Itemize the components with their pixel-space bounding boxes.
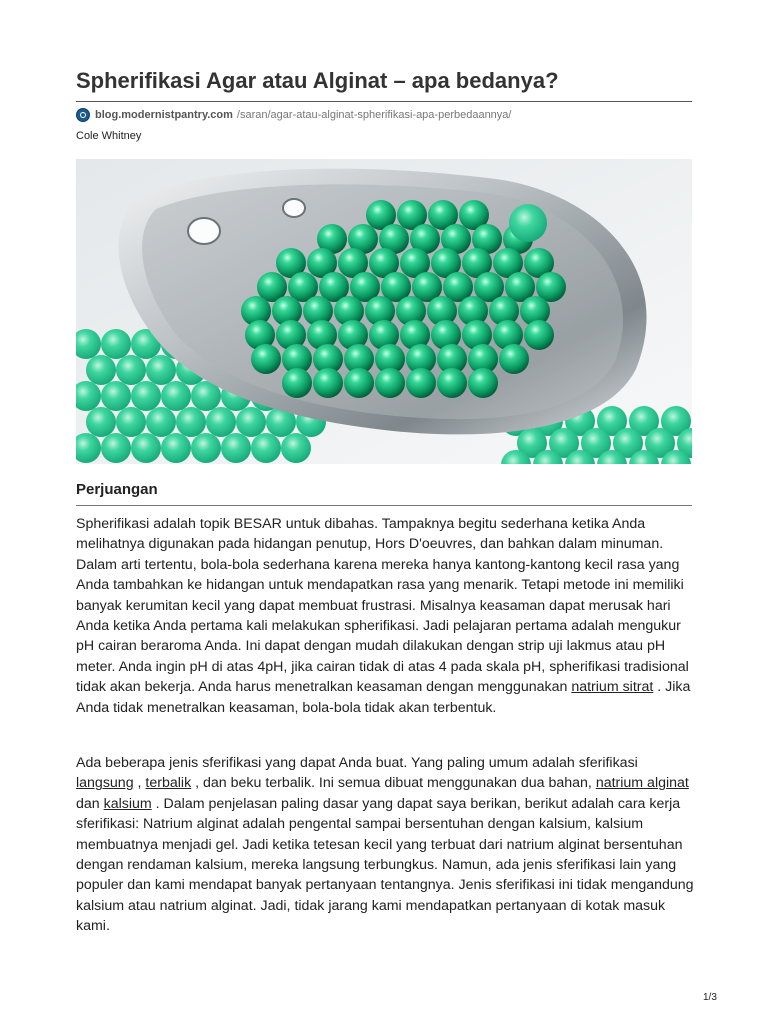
hero-image (76, 159, 692, 464)
green-sphere (116, 407, 146, 437)
green-sphere (282, 368, 312, 398)
source-path: /saran/agar-atau-alginat-spherifikasi-apa-perbedaannya/ (236, 109, 512, 121)
green-sphere (116, 355, 146, 385)
paragraph-2 (76, 753, 696, 937)
green-sphere (86, 355, 116, 385)
natrium-sitrat-link[interactable]: natrium sitrat (571, 679, 654, 696)
section-heading: Perjuangan (76, 481, 158, 498)
green-sphere (161, 433, 191, 463)
article-title: Spherifikasi Agar atau Alginat – apa bedanya? (76, 68, 559, 93)
green-sphere (206, 407, 236, 437)
source-line (76, 106, 511, 124)
green-sphere (468, 368, 498, 398)
green-sphere (131, 433, 161, 463)
green-sphere (101, 433, 131, 463)
paragraph-2-text-c: , dan beku terbalik. Ini semua dibuat menggunakan dua bahan, (191, 775, 596, 792)
site-favicon-icon (76, 108, 90, 122)
green-sphere (281, 433, 311, 463)
green-sphere (375, 368, 405, 398)
paragraph-2-text-a: Ada beberapa jenis sferifikasi yang dapat Anda buat. Yang paling umum adalah sferifikasi (76, 755, 638, 771)
green-sphere (131, 381, 161, 411)
author-name: Cole Whitney (76, 130, 142, 142)
title-divider (76, 101, 692, 102)
green-sphere (176, 407, 206, 437)
natrium-alginat-link[interactable]: natrium alginat (595, 775, 689, 792)
terbalik-link[interactable]: terbalik (145, 775, 192, 792)
source-domain: blog.modernistpantry.com (95, 109, 233, 121)
green-sphere (251, 344, 281, 374)
green-sphere (236, 407, 266, 437)
paragraph-2-text-b: , (133, 775, 146, 792)
green-sphere (146, 407, 176, 437)
green-sphere (406, 368, 436, 398)
paragraph-2-text-d: dan (76, 795, 104, 812)
green-sphere (221, 433, 251, 463)
heading-divider (76, 505, 692, 506)
green-sphere (313, 368, 343, 398)
kalsium-link[interactable]: kalsium (103, 795, 152, 812)
green-sphere (251, 433, 281, 463)
green-sphere (86, 407, 116, 437)
green-sphere (344, 368, 374, 398)
paragraph-1-text-b: . Jika Anda tidak menetralkan keasaman, bola-bola tidak akan terbentuk. (76, 679, 691, 716)
green-sphere (161, 381, 191, 411)
paragraph-2-text-e: . Dalam penjelasan paling dasar yang dapat saya berikan, berikut adalah cara kerja sferifikasi: Natrium alginat adalah pengental sampai bersentuhan dengan kalsium, kalsium membuatnya menjadi gel. Jadi ketika tetesan kecil yang terbuat dari natrium alginat bersentuhan dengan rendaman kalsium, mereka langsung terbungkus. Namun, ada jenis sferifikasi lain yang populer dan kami mendapat banyak pertanyaan tentangnya. Jenis sferifikasi ini tidak mengandung kalsium atau natrium alginat. Jadi, tidak jarang kami mendapatkan pertanyaan di kotak masuk kami. (76, 795, 694, 935)
green-sphere (524, 320, 554, 350)
langsung-link[interactable]: langsung (76, 775, 134, 792)
green-sphere (191, 433, 221, 463)
green-sphere (101, 329, 131, 359)
green-sphere (437, 368, 467, 398)
green-sphere (146, 355, 176, 385)
paragraph-1 (76, 514, 696, 718)
paragraph-1-text-a: Spherifikasi adalah topik BESAR untuk dibahas. Tampaknya begitu sederhana ketika Anda melihatnya digunakan pada hidangan penutup, Hors D'oeuvres, dan bahkan dalam minuman. Dalam arti tertentu, bola-bola sederhana karena mereka hanya kantong-kantong kecil rasa yang Anda tambahkan ke hidangan untuk mendapatkan rasa yang menarik. Tetapi metode ini memiliki banyak kerumitan kecil yang dapat membuat frustrasi. Misalnya keasaman dapat merusak hari Anda ketika Anda pertama kali melakukan spherifikasi. Jadi pelajaran pertama adalah mengukur pH cairan beraroma Anda. Ini dapat dengan mudah dilakukan dengan strip uji lakmus atau pH meter. Anda ingin pH di atas 4pH, jika cairan tidak di atas 4 pada skala pH, spherifikasi tradisional tidak akan bekerja. Anda harus menetralkan keasaman dengan menggunakan (76, 516, 689, 696)
green-sphere (101, 381, 131, 411)
green-spheres-photo-icon (76, 159, 692, 464)
page-indicator: 1/3 (703, 992, 717, 1003)
green-sphere (499, 344, 529, 374)
